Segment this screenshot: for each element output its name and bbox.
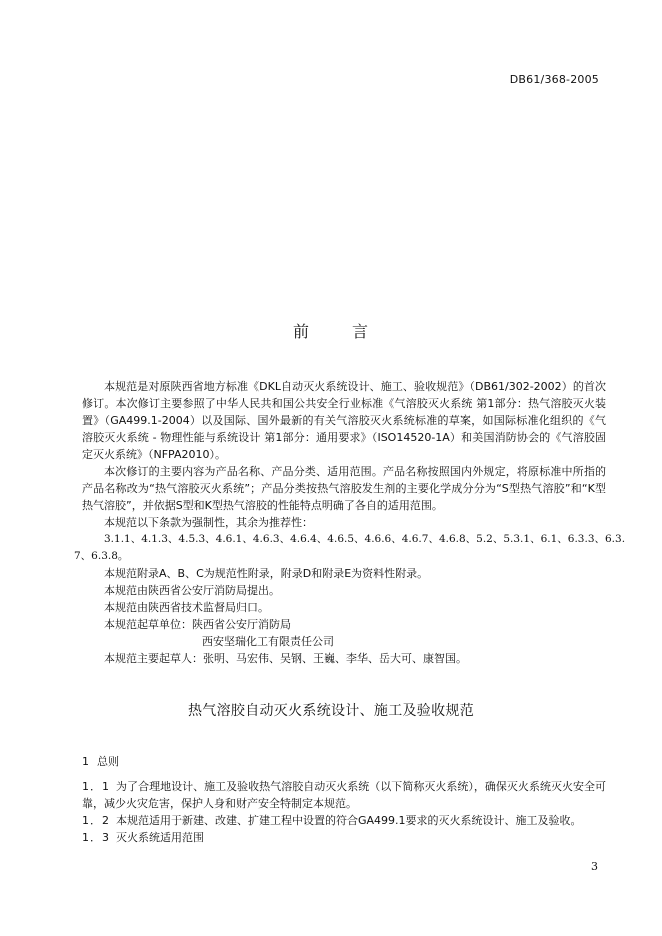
preface-paragraph-2: 本次修订的主要内容为产品名称、产品分类、适用范围。产品名称按照国内外规定，将原标准中所指的产品名称改为“热气溶胶灭火系统”；产品分类按热气溶胶发生剂的主要化学成分分为“S型热气溶胶”和“K型热气溶胶”，并依据S型和K型热气溶胶的性能特点明确了各自的适用范围。	[82, 465, 606, 512]
preface-paragraph-4: 本规范附录A、B、C为规范性附录，附录D和附录E为资料性附录。	[104, 567, 429, 580]
standard-title: 热气溶胶自动灭火系统设计、施工及验收规范	[188, 703, 474, 719]
mandatory-clauses-line-1: 3.1.1、4.1.3、4.5.3、4.6.1、4.6.3、4.6.4、4.6.5、4.6.6、4.6.7、4.6.8、5.2、5.3.1、6.1、6.3.3、6.3.	[104, 533, 626, 545]
preface-title-char-2: 言	[352, 322, 370, 341]
clauses-list	[82, 778, 606, 846]
preface-title-char-1: 前	[292, 322, 310, 341]
chapter-heading	[82, 753, 119, 769]
clause-text: 本规范适用于新建、改建、扩建工程中设置的符合GA499.1要求的灭火系统设计、施工及验收。	[116, 814, 582, 827]
clause-number: 1．2	[82, 814, 110, 827]
chapter-number: 1	[82, 755, 89, 768]
preface-paragraph-6: 本规范由陕西省技术监督局归口。	[104, 601, 269, 614]
standard-code: DB61/368-2005	[509, 73, 599, 86]
preface-paragraph-3: 本规范以下条款为强制性，其余为推荐性：	[104, 516, 313, 529]
preface-title	[0, 319, 662, 342]
clause-item	[82, 829, 606, 846]
preface-body	[74, 378, 626, 667]
preface-paragraph-1: 本规范是对原陕西省地方标准《DKL自动灭火系统设计、施工、验收规范》（DB61/302-2002）的首次修订。本次修订主要参照了中华人民共和国公共安全行业标准《气溶胶灭火系统 第1部分：热气溶胶灭火装置》（GA499.1-2004）以及国际、国外最新的有关气溶胶灭火系统标准的草案，如国际标准化组织的《气溶胶灭火系统 - 物理性能与系统设计 第1部分：通用要求》（ISO14520-1A）和美国消防协会的《气溶胶固定灭火系统》（NFPA2010）。	[82, 380, 606, 461]
page-number: 3	[591, 860, 598, 873]
clause-item	[82, 812, 606, 829]
clause-number: 1．3	[82, 831, 110, 844]
drafting-org-2: 西安坚瑞化工有限责任公司	[202, 635, 334, 648]
preface-paragraph-7: 本规范起草单位：陕西省公安厅消防局	[104, 618, 291, 631]
preface-paragraph-8: 本规范主要起草人：张明、马宏伟、吴钢、王巍、李华、岳大可、康智国。	[104, 652, 467, 665]
clause-text: 灭火系统适用范围	[116, 831, 204, 844]
clause-item	[82, 778, 606, 812]
clause-number: 1．1	[82, 780, 111, 793]
preface-paragraph-5: 本规范由陕西省公安厅消防局提出。	[104, 584, 280, 597]
chapter-title: 总则	[97, 755, 119, 768]
clause-text: 为了合理地设计、施工及验收热气溶胶自动灭火系统（以下简称灭火系统），确保灭火系统灭火安全可靠，减少火灾危害，保护人身和财产安全特制定本规范。	[82, 780, 607, 810]
mandatory-clauses-line-2: 7、6.3.8。	[74, 550, 129, 562]
